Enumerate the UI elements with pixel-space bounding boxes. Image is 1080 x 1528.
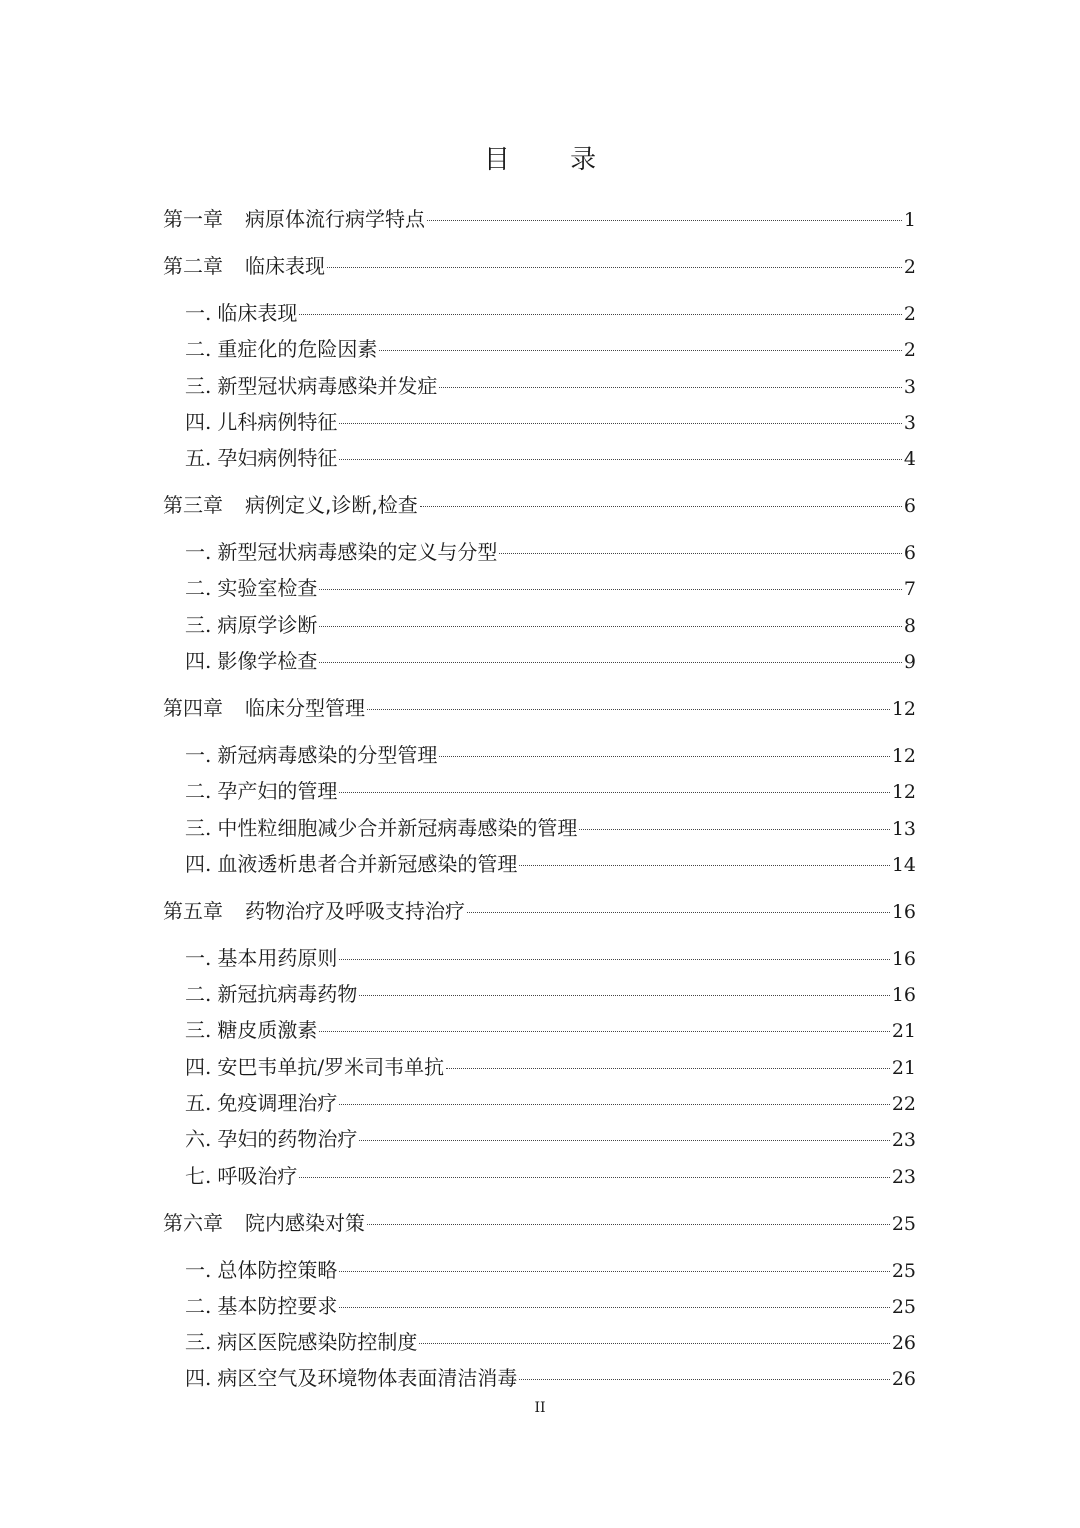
toc-section-entry[interactable] xyxy=(163,1012,916,1048)
toc-entry-page: 2 xyxy=(903,255,916,278)
toc-dot-leader xyxy=(420,506,902,507)
toc-entry-number: 四. xyxy=(185,649,212,674)
toc-chapter-entry[interactable] xyxy=(163,248,916,284)
toc-entry-label: 孕妇的药物治疗 xyxy=(217,1127,358,1152)
toc-entry-page: 1 xyxy=(903,209,916,231)
toc-section-entry[interactable] xyxy=(163,440,916,476)
toc-section-entry[interactable] xyxy=(163,976,916,1012)
toc-entry-number: 二. xyxy=(185,982,212,1007)
toc-entry-page: 16 xyxy=(891,984,916,1007)
toc-entry-number: 一. xyxy=(185,540,212,565)
toc-entry-label: 免疫调理治疗 xyxy=(217,1091,338,1116)
toc-entry-label: 影像学检查 xyxy=(217,649,318,674)
toc-entry-label: 临床表现 xyxy=(217,300,298,325)
toc-entry-page: 26 xyxy=(891,1332,916,1355)
toc-entry-label: 病区空气及环境物体表面清洁消毒 xyxy=(217,1366,518,1391)
page-number-footer: II xyxy=(534,1400,546,1416)
toc-entry-page: 16 xyxy=(891,900,916,923)
toc-entry-label: 临床表现 xyxy=(245,253,325,278)
toc-chapter-entry[interactable] xyxy=(163,893,916,929)
toc-entry-label: 糖皮质激素 xyxy=(217,1018,318,1043)
toc-entry-label: 病区医院感染防控制度 xyxy=(217,1330,418,1355)
toc-dot-leader xyxy=(519,1379,889,1380)
toc-dot-leader xyxy=(499,553,902,554)
toc-section-entry[interactable] xyxy=(163,737,916,773)
toc-dot-leader xyxy=(319,626,902,627)
toc-dot-leader xyxy=(579,829,889,830)
toc-entry-number: 一. xyxy=(185,742,212,767)
toc-entry-page: 6 xyxy=(903,495,916,518)
toc-chapter-entry[interactable] xyxy=(163,487,916,523)
toc-dot-leader xyxy=(319,662,902,663)
toc-section-entry[interactable] xyxy=(163,570,916,606)
toc-entry-number: 二. xyxy=(185,1293,212,1318)
toc-dot-leader xyxy=(339,1104,889,1105)
toc-section-entry[interactable] xyxy=(163,534,916,570)
toc-entry-label: 儿科病例特征 xyxy=(217,409,338,434)
toc-entry-page: 7 xyxy=(903,578,916,601)
toc-entry-number: 三. xyxy=(185,1018,212,1043)
toc-section-entry[interactable] xyxy=(163,940,916,976)
toc-section-entry[interactable] xyxy=(163,404,916,440)
toc-entry-number: 四. xyxy=(185,851,212,876)
toc-dot-leader xyxy=(419,1343,889,1344)
toc-entry-label: 新型冠状病毒感染并发症 xyxy=(217,373,438,398)
toc-dot-leader xyxy=(339,423,902,424)
toc-entry-number: 二. xyxy=(185,576,212,601)
toc-entry-page: 9 xyxy=(903,651,916,674)
toc-entry-label: 血液透析患者合并新冠感染的管理 xyxy=(217,851,518,876)
toc-entry-page: 26 xyxy=(891,1368,916,1391)
toc-entry-page: 23 xyxy=(891,1165,916,1188)
toc-entry-label: 院内感染对策 xyxy=(245,1210,365,1235)
toc-entry-number: 第三章 xyxy=(163,493,223,518)
toc-section-entry[interactable] xyxy=(163,1324,916,1360)
toc-dot-leader xyxy=(439,756,889,757)
toc-entry-label: 实验室检查 xyxy=(217,576,318,601)
toc-dot-leader xyxy=(439,387,902,388)
toc-entry-number: 第六章 xyxy=(163,1210,223,1235)
toc-dot-leader xyxy=(359,1140,889,1141)
toc-entry-number: 七. xyxy=(185,1163,212,1188)
toc-chapter-entry[interactable] xyxy=(163,690,916,726)
toc-entry-page: 25 xyxy=(891,1259,916,1282)
toc-section-entry[interactable] xyxy=(163,295,916,331)
toc-entry-page: 12 xyxy=(891,698,916,720)
toc-entry-label: 总体防控策略 xyxy=(217,1257,338,1282)
toc-entry-number: 二. xyxy=(185,779,212,804)
toc-entry-page: 25 xyxy=(891,1212,916,1235)
toc-section-entry[interactable] xyxy=(163,1085,916,1121)
toc-dot-leader xyxy=(339,459,902,460)
toc-section-entry[interactable] xyxy=(163,368,916,404)
toc-entry-label: 安巴韦单抗/罗米司韦单抗 xyxy=(217,1054,445,1079)
toc-entry-label: 呼吸治疗 xyxy=(217,1163,298,1188)
toc-entry-number: 第一章 xyxy=(163,207,223,231)
toc-entry-label: 临床分型管理 xyxy=(245,696,365,720)
toc-dot-leader xyxy=(339,1307,889,1308)
toc-section-entry[interactable] xyxy=(163,1360,916,1396)
toc-entry-number: 一. xyxy=(185,1257,212,1282)
toc-entry-number: 一. xyxy=(185,300,212,325)
toc-entry-page: 14 xyxy=(891,853,916,876)
toc-dot-leader xyxy=(339,792,889,793)
toc-entry-page: 21 xyxy=(891,1020,916,1043)
toc-entry-label: 孕妇病例特征 xyxy=(217,446,338,471)
toc-entry-page: 2 xyxy=(903,339,916,362)
toc-entry-number: 六. xyxy=(185,1127,212,1152)
toc-entry-page: 8 xyxy=(903,614,916,637)
toc-entry-page: 12 xyxy=(891,781,916,804)
toc-dot-leader xyxy=(319,589,902,590)
toc-dot-leader xyxy=(359,995,889,996)
toc-dot-leader xyxy=(339,1271,889,1272)
toc-dot-leader xyxy=(299,1177,889,1178)
toc-entry-page: 4 xyxy=(903,448,916,471)
toc-entry-page: 23 xyxy=(891,1129,916,1152)
toc-entry-label: 新型冠状病毒感染的定义与分型 xyxy=(217,540,498,565)
toc-entry-label: 病例定义,诊断,检查 xyxy=(245,493,418,518)
toc-entry-page: 3 xyxy=(903,411,916,434)
toc-entry-page: 13 xyxy=(891,817,916,840)
toc-section-entry[interactable] xyxy=(163,810,916,846)
toc-dot-leader xyxy=(367,709,890,710)
toc-dot-leader xyxy=(299,314,902,315)
toc-entry-number: 五. xyxy=(185,446,212,471)
toc-entry-number: 三. xyxy=(185,373,212,398)
toc-dot-leader xyxy=(519,865,889,866)
toc-entry-label: 新冠抗病毒药物 xyxy=(217,982,358,1007)
toc-entry-number: 第二章 xyxy=(163,253,223,278)
toc-entry-page: 25 xyxy=(891,1295,916,1318)
toc-entry-number: 四. xyxy=(185,1366,212,1391)
toc-entry-number: 三. xyxy=(185,1330,212,1355)
toc-entry-label: 病原体流行病学特点 xyxy=(245,207,425,231)
toc-section-entry[interactable] xyxy=(163,607,916,643)
toc-entry-page: 21 xyxy=(891,1056,916,1079)
toc-dot-leader xyxy=(379,350,902,351)
toc-chapter-entry[interactable] xyxy=(163,201,916,237)
toc-section-entry[interactable] xyxy=(163,1158,916,1194)
toc-dot-leader xyxy=(339,959,889,960)
toc-entry-number: 四. xyxy=(185,1054,212,1079)
toc-entry-page: 2 xyxy=(903,302,916,325)
toc-dot-leader xyxy=(319,1031,889,1032)
toc-entry-page: 6 xyxy=(903,542,916,565)
toc-section-entry[interactable] xyxy=(163,643,916,679)
toc-entry-number: 一. xyxy=(185,945,212,970)
toc-entry-number: 二. xyxy=(185,337,212,362)
toc-dot-leader xyxy=(467,912,890,913)
toc-dot-leader xyxy=(446,1068,890,1069)
toc-entry-label: 药物治疗及呼吸支持治疗 xyxy=(245,898,465,923)
toc-section-entry[interactable] xyxy=(163,331,916,367)
toc-entry-number: 五. xyxy=(185,1091,212,1116)
toc-section-entry[interactable] xyxy=(163,1252,916,1288)
toc-entry-label: 中性粒细胞减少合并新冠病毒感染的管理 xyxy=(217,815,578,840)
toc-dot-leader xyxy=(367,1224,890,1225)
toc-section-entry[interactable] xyxy=(163,846,916,882)
toc-entry-label: 病原学诊断 xyxy=(217,612,318,637)
toc-entry-label: 重症化的危险因素 xyxy=(217,337,378,362)
toc-entry-label: 基本防控要求 xyxy=(217,1293,338,1318)
toc-entry-number: 三. xyxy=(185,815,212,840)
toc-entry-page: 3 xyxy=(903,375,916,398)
toc-section-entry[interactable] xyxy=(163,1121,916,1157)
toc-entry-number: 第四章 xyxy=(163,696,223,720)
toc-entry-number: 四. xyxy=(185,409,212,434)
toc-section-entry[interactable] xyxy=(163,1049,916,1085)
toc-dot-leader xyxy=(327,267,902,268)
toc-chapter-entry[interactable] xyxy=(163,1205,916,1241)
toc-entry-page: 12 xyxy=(891,744,916,767)
toc-entry-page: 16 xyxy=(891,947,916,970)
toc-entry-page: 22 xyxy=(891,1093,916,1116)
toc-entry-number: 三. xyxy=(185,612,212,637)
toc-section-entry[interactable] xyxy=(163,1288,916,1324)
toc-entry-number: 第五章 xyxy=(163,898,223,923)
toc-section-entry[interactable] xyxy=(163,773,916,809)
toc-entry-label: 基本用药原则 xyxy=(217,945,338,970)
toc-dot-leader xyxy=(427,220,902,221)
page-title: 目 录 xyxy=(483,145,623,175)
toc-entry-label: 孕产妇的管理 xyxy=(217,779,338,804)
table-of-contents xyxy=(163,201,916,1397)
toc-entry-label: 新冠病毒感染的分型管理 xyxy=(217,742,438,767)
